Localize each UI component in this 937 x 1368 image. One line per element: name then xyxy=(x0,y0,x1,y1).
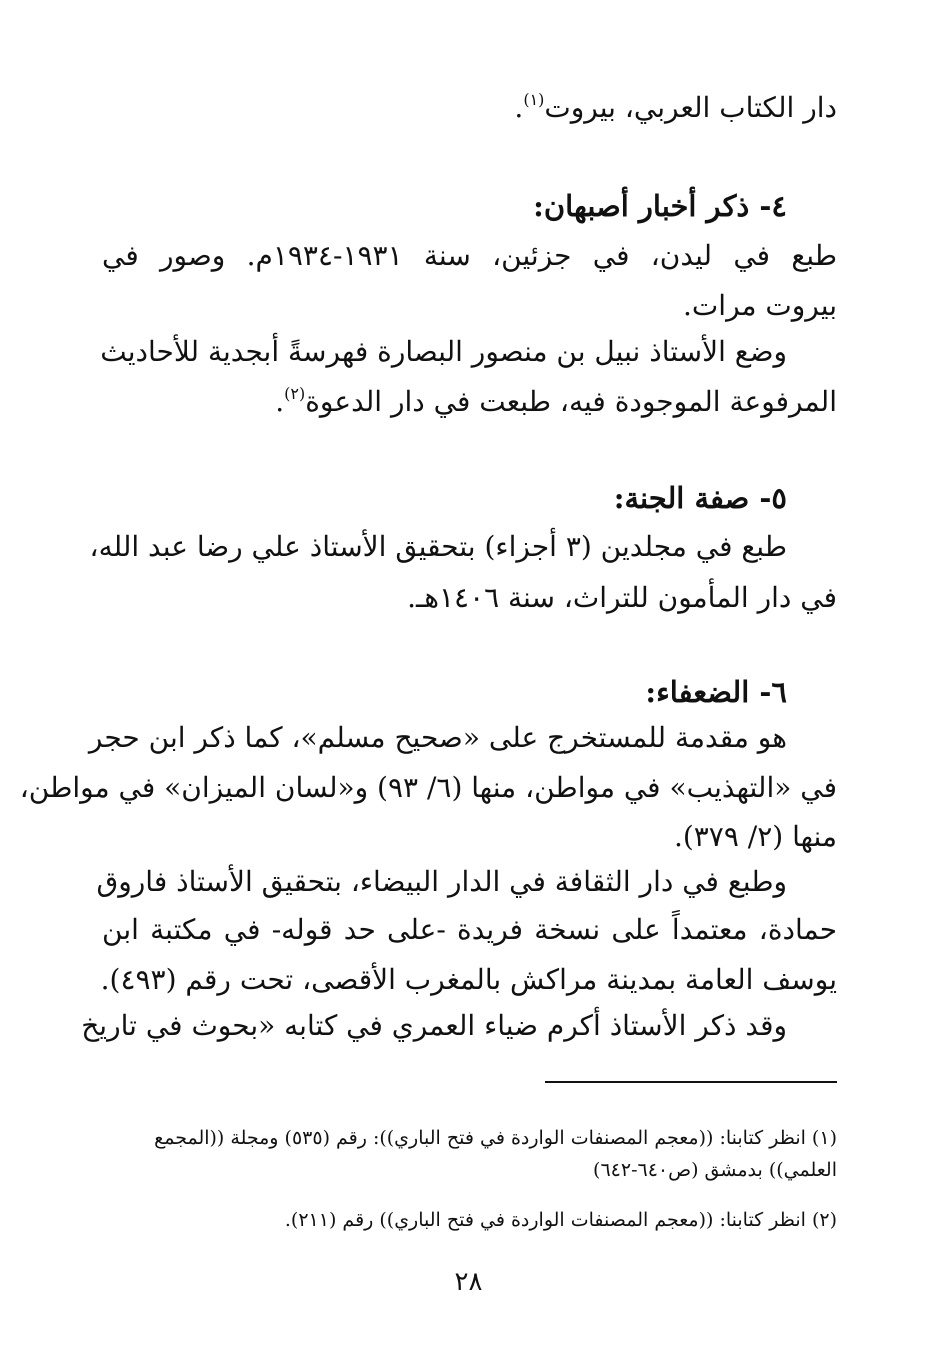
text-line: في «التهذيب» في مواطن، منها (٦/ ٩٣) و«لسان الميزان» في مواطن، xyxy=(19,771,837,804)
footnote-2: (٢) انظر كتابنا: ((معجم المصنفات الواردة في فتح الباري)) رقم (٢١١). xyxy=(284,1209,837,1231)
footnote-1-line-1: (١) انظر كتابنا: ((معجم المصنفات الواردة في فتح الباري)): رقم (٥٣٥) ومجلة ((المجمع xyxy=(154,1127,837,1149)
text-line: حمادة، معتمداً على نسخة فريدة -على حد قوله- في مكتبة ابن xyxy=(102,913,837,946)
line-text: المرفوعة الموجودة فيه، طبعت في دار الدعوة xyxy=(305,385,837,418)
line-end: . xyxy=(514,91,524,124)
text-line: طبع في مجلدين (٣ أجزاء) بتحقيق الأستاذ علي رضا عبد الله، xyxy=(89,530,787,563)
text-line: طبع في ليدن، في جزئين، سنة ١٩٣١-١٩٣٤م. وصور في xyxy=(102,239,837,272)
text-line: منها (٢/ ٣٧٩). xyxy=(673,820,837,853)
footnote-marker: (١) xyxy=(523,90,545,109)
section-heading-5: ٥- صفة الجنة: xyxy=(613,481,787,515)
line-text: دار الكتاب العربي، بيروت xyxy=(544,91,837,124)
footnote-marker: (٢) xyxy=(284,384,306,403)
text-line: يوسف العامة بمدينة مراكش بالمغرب الأقصى، تحت رقم (٤٩٣). xyxy=(100,963,837,996)
text-line: بيروت مرات. xyxy=(683,289,837,322)
text-line: وطبع في دار الثقافة في الدار البيضاء، بتحقيق الأستاذ فاروق xyxy=(96,865,787,898)
text-line: في دار المأمون للتراث، سنة ١٤٠٦هـ. xyxy=(407,581,837,614)
text-line: وقد ذكر الأستاذ أكرم ضياء العمري في كتابه «بحوث في تاريخ xyxy=(81,1009,787,1042)
text-line: وضع الأستاذ نبيل بن منصور البصارة فهرسةً أبجدية للأحاديث xyxy=(100,335,787,368)
text-line xyxy=(102,88,837,128)
text-line: هو مقدمة للمستخرج على «صحيح مسلم»، كما ذكر ابن حجر xyxy=(88,721,787,754)
footnote-separator xyxy=(545,1081,837,1083)
line-end: . xyxy=(275,385,285,418)
section-heading-4: ٤- ذكر أخبار أصبهان: xyxy=(533,189,787,223)
footnote-1-line-2: العلمي)) بدمشق (ص٦٤٠-٦٤٢) xyxy=(593,1159,837,1181)
text-line xyxy=(102,382,837,422)
section-heading-6: ٦- الضعفاء: xyxy=(645,675,787,709)
page-number: ٢٨ xyxy=(454,1267,483,1297)
